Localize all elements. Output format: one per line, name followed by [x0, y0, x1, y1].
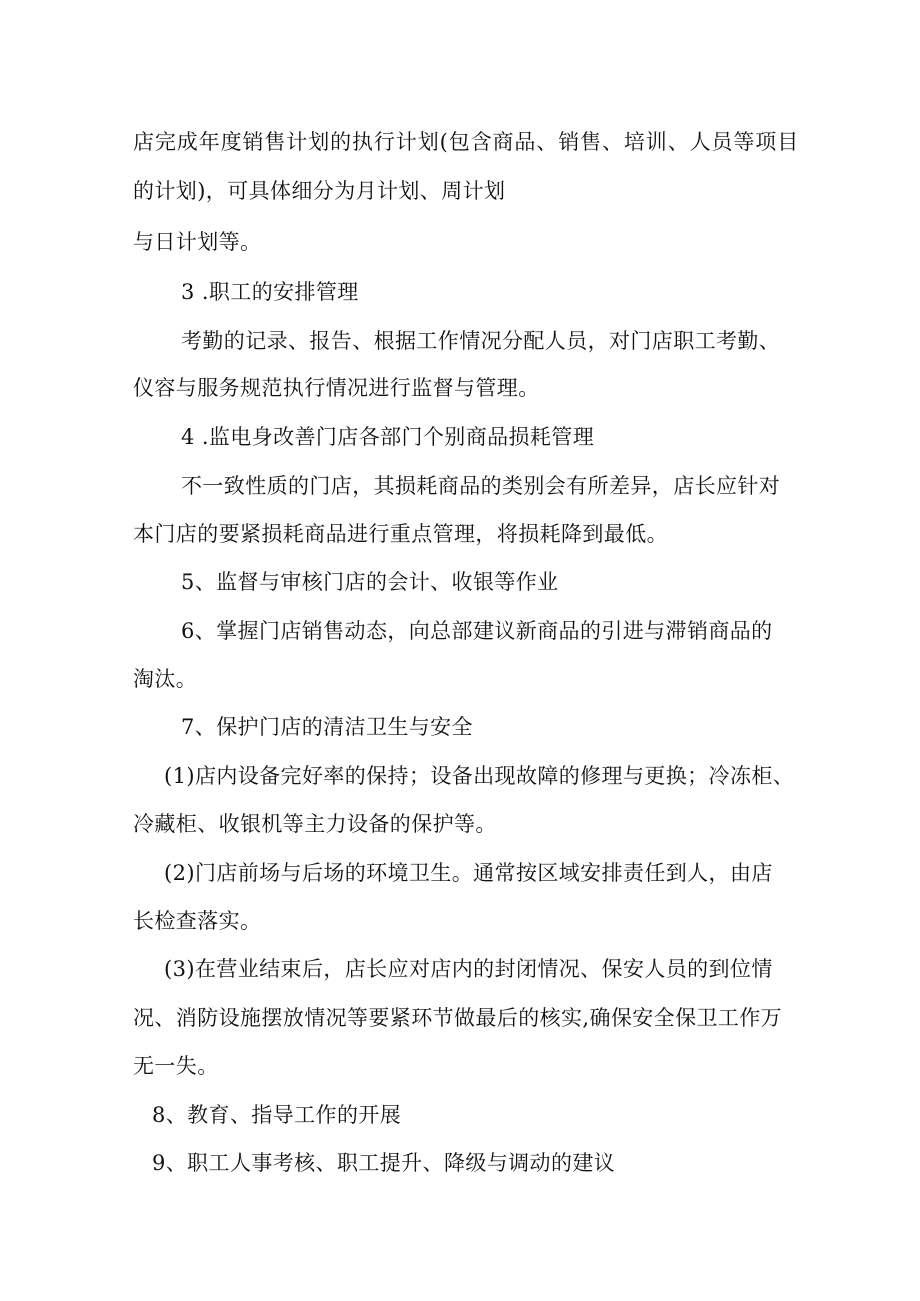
section-heading: 8、教育、指导工作的开展 — [152, 1103, 402, 1127]
section-heading: 9、职工人事考核、职工提升、降级与调动的建议 — [152, 1151, 616, 1175]
section-heading: 3 .职工的安排管理 — [181, 280, 359, 304]
section-heading: 7、保护门店的清洁卫生与安全 — [181, 715, 473, 739]
text-line: 与日计划等。 — [133, 230, 262, 254]
section-heading: 6、掌握门店销售动态，向总部建议新商品的引进与滞销商品的 — [181, 619, 773, 643]
text-line: 冷藏柜、收银机等主力设备的保护等。 — [133, 812, 497, 836]
list-item: (2)门店前场与后场的环境卫生。通常按区域安排责任到人，由店 — [164, 861, 773, 885]
text-line: 长检查落实。 — [133, 909, 262, 933]
list-item: (3)在营业结束后，店长应对店内的封闭情况、保安人员的到位情 — [164, 957, 773, 981]
section-heading: 4 .监电身改善门店各部门个别商品损耗管理 — [181, 425, 595, 449]
text-line: 店完成年度销售计划的执行计划(包含商品、销售、培训、人员等项目 — [133, 130, 800, 154]
text-line: 仪容与服务规范执行情况进行监督与管理。 — [133, 376, 540, 400]
list-item: (1)店内设备完好率的保持；设备出现故障的修理与更换；冷冻柜、 — [164, 764, 795, 788]
text-line: 况、消防设施摆放情况等要紧环节做最后的核实,确保安全保卫工作万 — [133, 1006, 783, 1030]
text-line: 无一失。 — [133, 1054, 219, 1078]
text-line: 的计划)，可具体细分为月计划、周计划 — [133, 179, 506, 203]
text-line: 考勤的记录、报告、根据工作情况分配人员，对门店职工考勤、 — [181, 329, 781, 353]
text-line: 不一致性质的门店，其损耗商品的类别会有所差异，店长应针对 — [181, 474, 781, 498]
section-heading: 5、监督与审核门店的会计、收银等作业 — [181, 570, 559, 594]
text-line: 淘汰。 — [133, 667, 198, 691]
text-line: 本门店的要紧损耗商品进行重点管理，将损耗降到最低。 — [133, 522, 668, 546]
